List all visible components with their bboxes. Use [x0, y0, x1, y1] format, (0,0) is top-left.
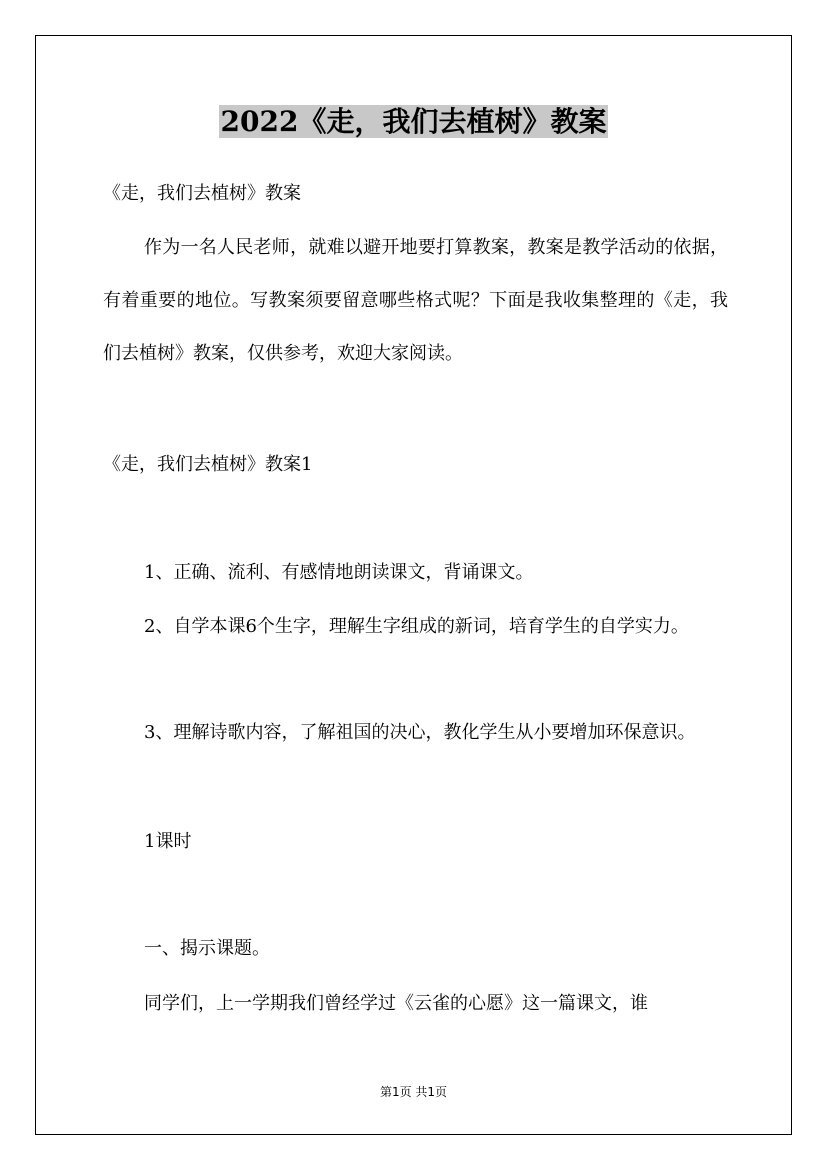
intro-paragraph: 作为一名人民老师，就难以避开地要打算教案，教案是教学活动的依据，有着重要的地位。写教案须要留意哪些格式呢？下面是我收集整理的《走，我们去植树》教案，仅供参考，欢迎大家阅读。: [103, 237, 728, 364]
step-heading-1: 一、揭示课题。: [144, 938, 270, 959]
title-text: 2022《走，我们去植树》教案: [220, 105, 607, 138]
document-subtitle: 《走，我们去植树》教案: [103, 183, 301, 204]
objective-item-2: 2、自学本课6个生字，理解生字组成的新词，培育学生的自学实力。: [144, 616, 689, 637]
document-title: [0, 100, 827, 144]
step-1-text: 同学们，上一学期我们曾经学过《云雀的心愿》这一篇课文，谁: [144, 993, 648, 1014]
page-footer: 第1页 共1页: [379, 1085, 448, 1099]
objective-item-1: 1、正确、流利、有感情地朗读课文，背诵课文。: [144, 562, 534, 583]
lesson-duration: 1课时: [144, 831, 192, 852]
section-heading: 《走，我们去植树》教案1: [103, 454, 313, 475]
objective-item-3: 3、理解诗歌内容，了解祖国的决心，教化学生从小要增加环保意识。: [144, 722, 696, 743]
